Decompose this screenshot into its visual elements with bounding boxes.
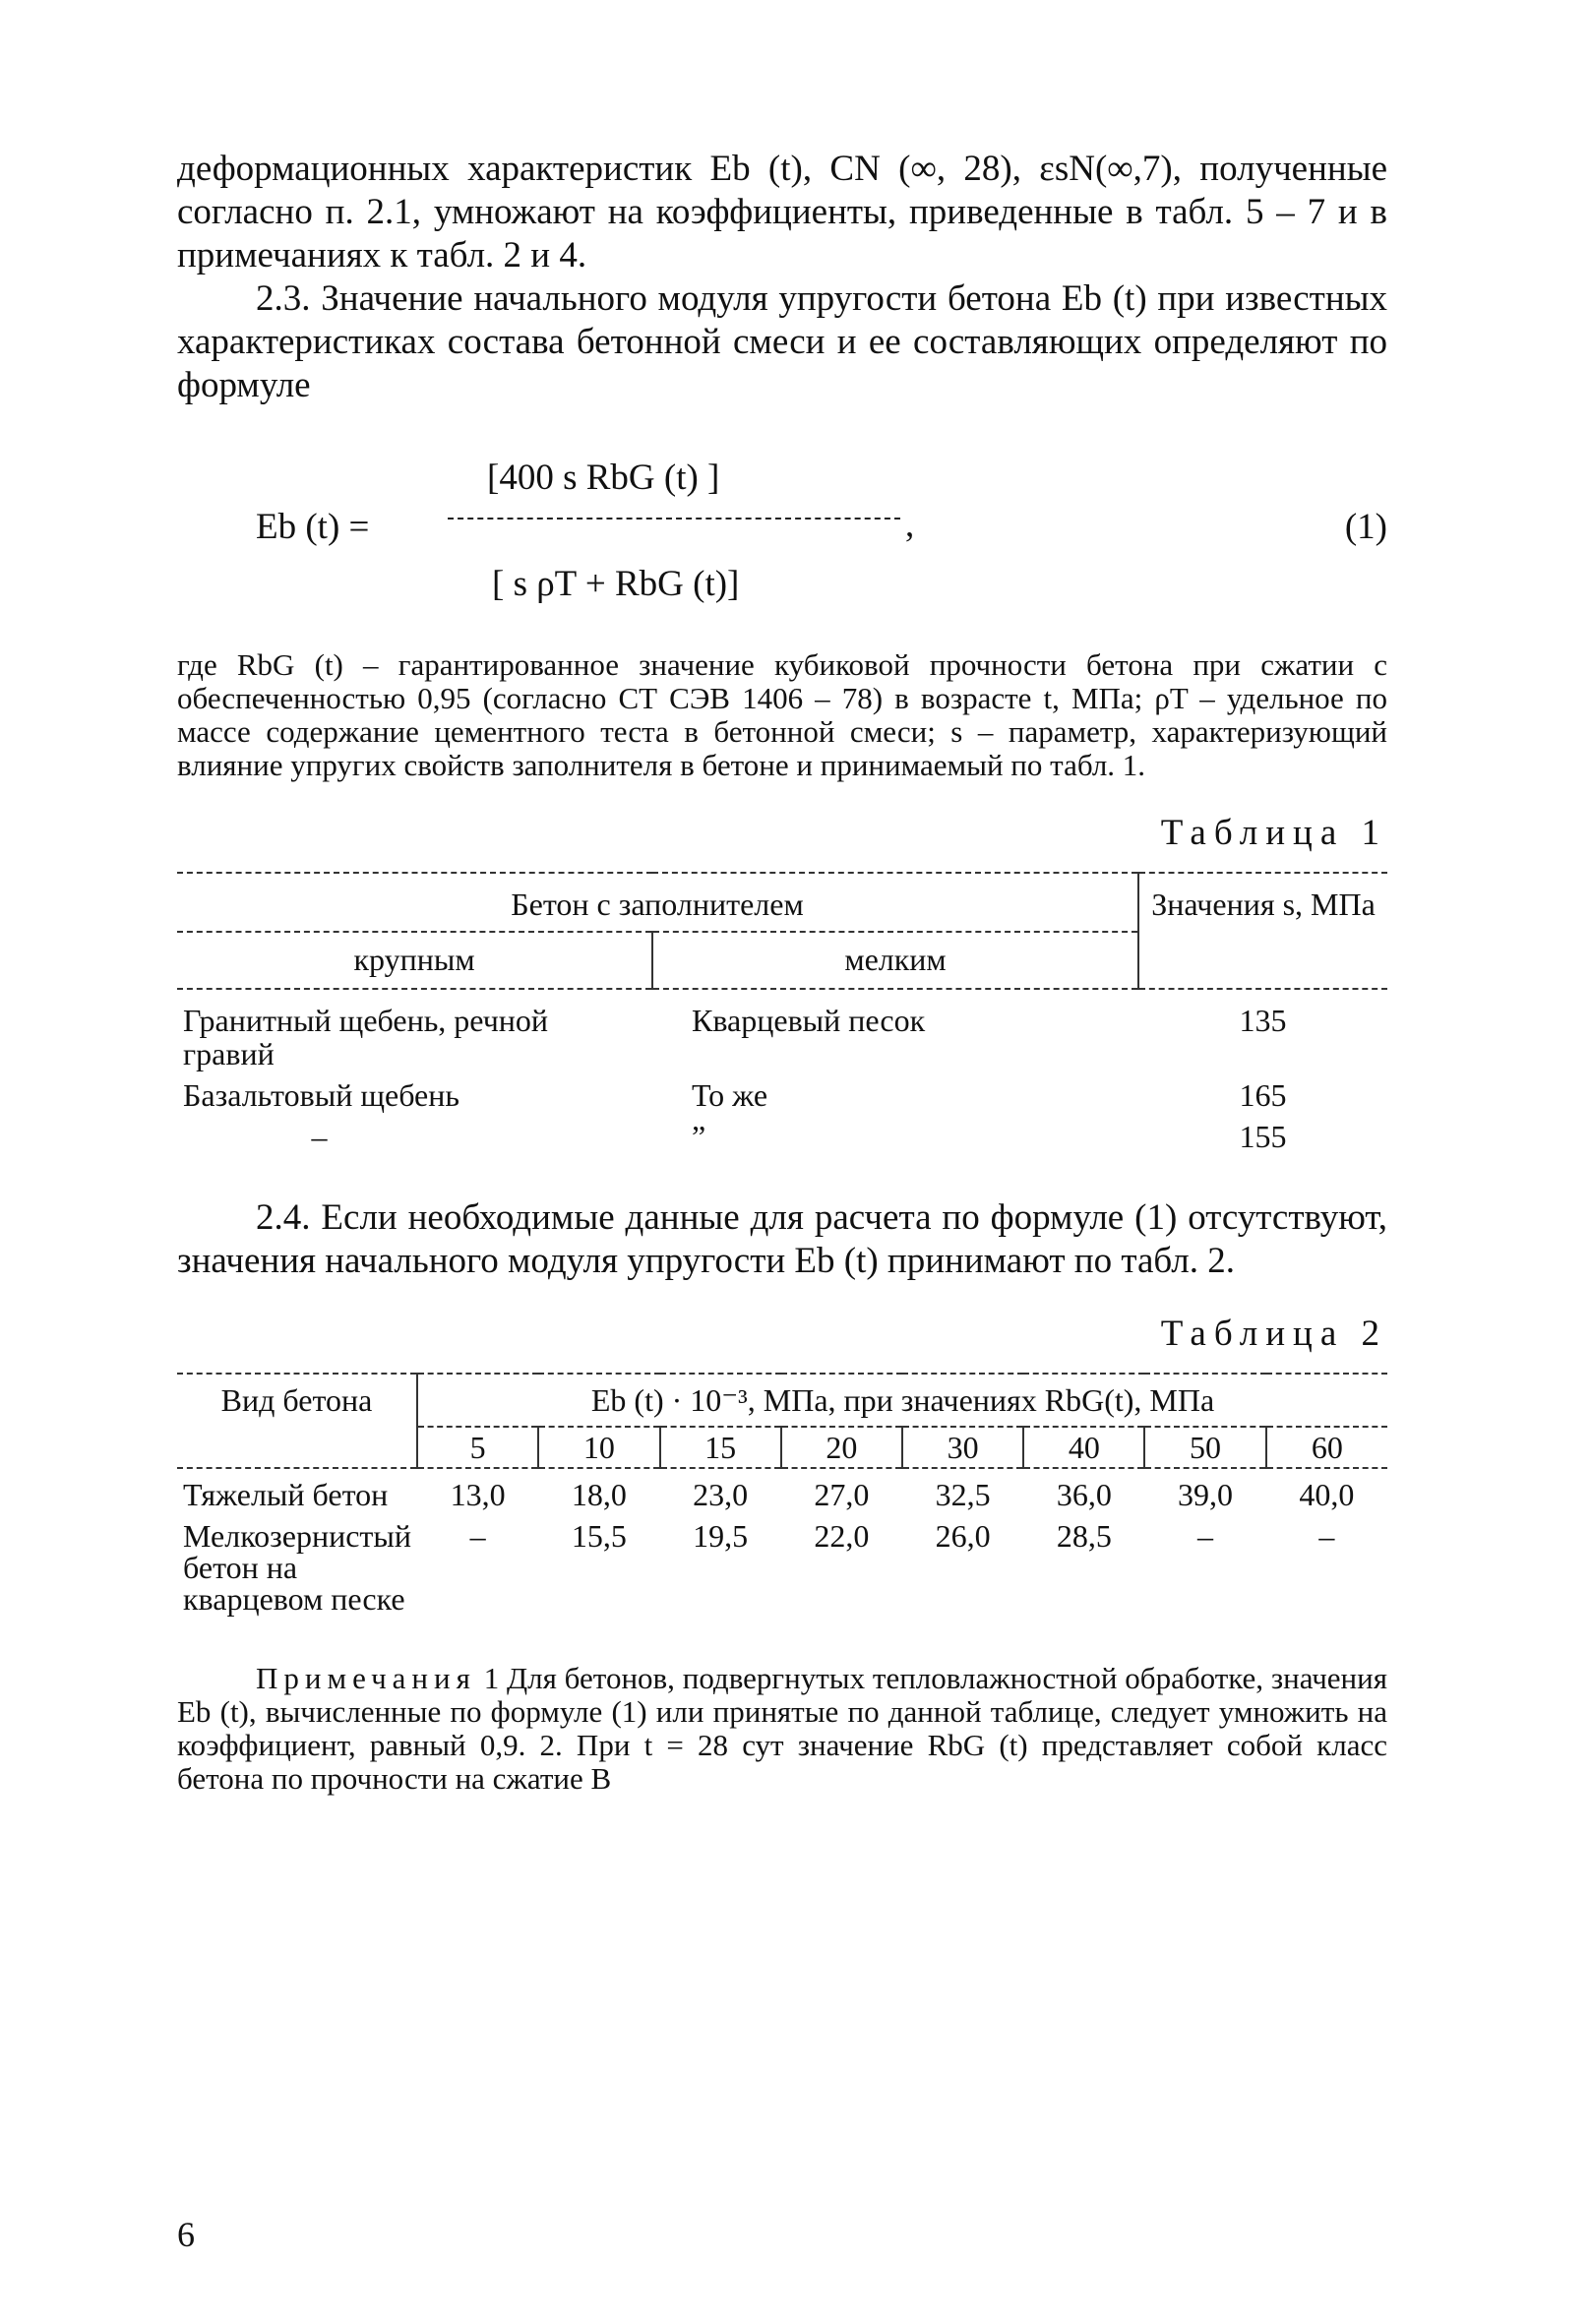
table1-cell-value: 165 — [1239, 1077, 1287, 1113]
formula-comma: , — [905, 505, 915, 545]
table-1 — [177, 872, 1387, 1157]
table2-col-header: 10 — [538, 1427, 659, 1468]
table2-header-type: Вид бетона — [177, 1374, 417, 1468]
table2-col-header: 15 — [660, 1427, 781, 1468]
table2-cell: 39,0 — [1178, 1477, 1234, 1512]
table1-header-value: Значения s, МПа — [1138, 873, 1387, 989]
formula-denominator: [ s ρT + RbG (t)] — [492, 564, 740, 604]
table1-caption: Таблица 1 — [1160, 813, 1387, 853]
table2-cell: – — [1318, 1518, 1335, 1554]
table1-cell-coarse: Базальтовый щебень — [183, 1077, 459, 1113]
paragraph-2-4: 2.4. Если необходимые данные для расчета по формуле (1) отсутствуют, значения начального модуля упругости Eb (t) принимают по табл. 2. — [177, 1197, 1387, 1281]
table2-cell: 13,0 — [450, 1477, 506, 1512]
table2-cell: 26,0 — [935, 1518, 991, 1554]
table2-col-header: 20 — [781, 1427, 902, 1468]
table1-cell-fine: ” — [692, 1119, 706, 1154]
table2-cell: 28,5 — [1056, 1518, 1112, 1554]
paragraph-where: где RbG (t) – гарантированное значение кубиковой прочности бетона при сжатии с обеспеченностью 0,95 (согласно СТ СЭВ 1406 – 78) в возрасте t, МПа; ρT – удельное по массе содержание цементного теста в бетонной смеси; s – параметр, характеризующий влияние упругих свойств заполнителя в бетоне и принимаемый по табл. 1. — [177, 647, 1387, 782]
table2-cell: 36,0 — [1056, 1477, 1112, 1512]
table2-col-header: 50 — [1144, 1427, 1265, 1468]
formula-1 — [177, 447, 1387, 619]
table2-cell: 23,0 — [693, 1477, 749, 1512]
table1-header-coarse: крупным — [177, 932, 652, 989]
table2-caption: Таблица 2 — [1160, 1314, 1387, 1354]
table2-header-group: Eb (t) · 10⁻³, МПа, при значениях RbG(t), МПа — [417, 1374, 1387, 1427]
table2-cell-type: Тяжелый бетон — [183, 1477, 389, 1512]
table-row — [177, 1468, 1387, 1514]
formula-number: (1) — [1344, 507, 1387, 547]
table2-cell: 19,5 — [693, 1518, 749, 1554]
notes-label: Примечания — [256, 1661, 476, 1695]
table2-cell: 15,5 — [571, 1518, 627, 1554]
table1-cell-fine: Кварцевый песок — [692, 1003, 926, 1038]
notes-text: 1 Для бетонов, подвергнутых тепловлажностной обработке, значения Eb (t), вычисленные по формуле (1) или принятые по данной таблице, следует умножить на коэффициент, равный 0,9. 2. При t = 28 сут значение RbG (t) представляет собой класс бетона по прочности на сжатие В — [177, 1661, 1388, 1796]
page-content — [177, 148, 1387, 1826]
table1-cell-coarse: Гранитный щебень, речной гравий — [183, 1003, 549, 1071]
page-number: 6 — [177, 2215, 195, 2254]
formula-lhs: Eb (t) = — [256, 507, 370, 547]
table2-cell: 22,0 — [814, 1518, 870, 1554]
table-row — [177, 1116, 1387, 1157]
table2-cell-type: Мелкозернистый бетон на кварцевом песке — [183, 1518, 412, 1617]
table-row — [177, 1074, 1387, 1116]
table1-cell-fine: То же — [692, 1077, 768, 1113]
table2-cell: 40,0 — [1299, 1477, 1355, 1512]
table-row — [177, 1514, 1387, 1619]
table1-cell-value: 155 — [1239, 1119, 1287, 1154]
notes — [177, 1662, 1387, 1796]
table2-col-header: 40 — [1023, 1427, 1144, 1468]
table2-col-header: 60 — [1266, 1427, 1387, 1468]
table1-cell-value: 135 — [1239, 1003, 1287, 1038]
formula-numerator: [400 s RbG (t) ] — [487, 458, 720, 498]
table2-cell: 32,5 — [935, 1477, 991, 1512]
paragraph-intro: деформационных характеристик Eb (t), CN (∞, 28), εsN(∞,7), полученные согласно п. 2.1, умножают на коэффициенты, приведенные в табл. 5 – 7 и в примечаниях к табл. 2 и 4. — [177, 149, 1387, 275]
table2-cell: 18,0 — [571, 1477, 627, 1512]
table-2 — [177, 1373, 1387, 1619]
table2-cell: – — [469, 1518, 486, 1554]
table2-cell: 27,0 — [814, 1477, 870, 1512]
table2-col-header: 5 — [417, 1427, 538, 1468]
table1-header-group: Бетон с заполнителем — [177, 873, 1138, 932]
table-row — [177, 989, 1387, 1074]
table2-cell: – — [1197, 1518, 1214, 1554]
table1-header-fine: мелким — [652, 932, 1138, 989]
paragraph-2-3: 2.3. Значение начального модуля упругости бетона Eb (t) при известных характеристиках состава бетонной смеси и ее составляющих определяют по формуле — [177, 278, 1387, 405]
table2-col-header: 30 — [902, 1427, 1023, 1468]
fraction-bar — [448, 518, 900, 520]
table1-cell-coarse: – — [311, 1119, 328, 1154]
